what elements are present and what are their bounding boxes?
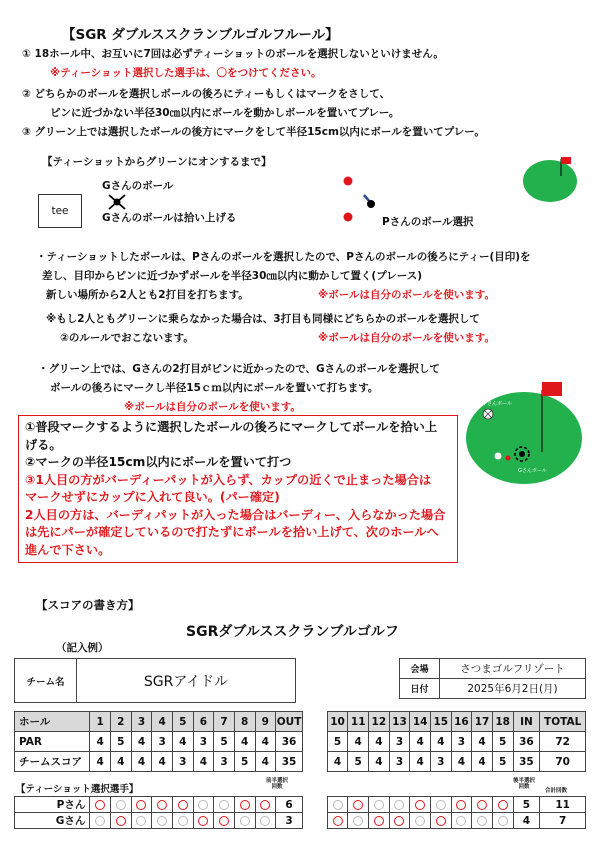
score-cell[interactable]: 4: [172, 732, 193, 752]
hole-number: 5: [172, 712, 193, 732]
hole-number: 2: [111, 712, 132, 732]
total-count: 7: [540, 813, 586, 829]
select-cell[interactable]: [369, 797, 390, 813]
select-cell[interactable]: [492, 813, 513, 829]
tee-label: tee: [51, 205, 69, 217]
box-line: マークせずにカップに入れて良い。(パー確定): [25, 490, 280, 504]
page-title: 【SGR ダブルススクランブルゴルフルール】: [62, 27, 339, 43]
empty-circle-icon: [198, 800, 208, 810]
p-ball-select: Pさんのボール選択: [382, 216, 474, 228]
hole-number: 4: [152, 712, 173, 732]
selected-circle-icon: [136, 800, 146, 810]
total-cell: TOTAL: [540, 712, 586, 732]
select-cell[interactable]: [90, 813, 111, 829]
select-cell[interactable]: [472, 813, 493, 829]
green-g-label: Gさんボール: [518, 468, 547, 474]
select-cell[interactable]: [389, 813, 410, 829]
score-cell[interactable]: 4: [472, 732, 493, 752]
box-line: は先にパーが確定しているので打たずにボールを拾い上げて、次のホールへ: [25, 525, 439, 539]
g-ball-cross-icon: [106, 192, 128, 212]
empty-circle-icon: [456, 816, 466, 826]
score-cell[interactable]: 4: [410, 752, 431, 772]
rule-1-note: ※ティーショット選択した選手は、〇をつけてください。: [50, 67, 322, 79]
score-cell[interactable]: 3: [152, 732, 173, 752]
hole-number: 6: [193, 712, 214, 732]
para2-line2: ②のルールでおこないます。: [60, 332, 194, 344]
select-cell[interactable]: [152, 797, 173, 813]
score-cell[interactable]: 4: [430, 732, 451, 752]
note-own-ball-3: ※ボールは自分のボールを使います。: [124, 401, 301, 413]
back-count: 5: [513, 797, 540, 813]
selected-circle-icon: [477, 800, 487, 810]
gap: [302, 797, 327, 813]
score-cell[interactable]: 4: [255, 732, 276, 752]
g-ball-pickup: Gさんのボールは拾い上げる: [102, 212, 237, 224]
gap: [302, 813, 327, 829]
selected-circle-icon: [198, 816, 208, 826]
select-cell[interactable]: [255, 797, 276, 813]
score-cell[interactable]: 4: [472, 752, 493, 772]
select-cell[interactable]: [172, 797, 193, 813]
score-cell[interactable]: 3: [214, 752, 235, 772]
selected-circle-icon: [333, 816, 343, 826]
front-count-label: 前半選択 回数: [266, 778, 289, 790]
select-cell[interactable]: [451, 797, 472, 813]
select-cell[interactable]: [131, 813, 152, 829]
selected-circle-icon: [415, 800, 425, 810]
g-ball-icon: [344, 177, 353, 186]
hole-number: 11: [348, 712, 369, 732]
hole-number: 14: [410, 712, 431, 732]
score-cell[interactable]: 5: [492, 752, 513, 772]
empty-circle-icon: [374, 800, 384, 810]
score-cell[interactable]: 4: [131, 752, 152, 772]
out-cell[interactable]: 35: [276, 752, 303, 772]
hole-number: 10: [327, 712, 348, 732]
score-cell[interactable]: 4: [90, 752, 111, 772]
selected-circle-icon: [374, 816, 384, 826]
team-table: [14, 658, 296, 703]
placed-ball-icon: [367, 200, 375, 208]
select-cell[interactable]: [214, 813, 235, 829]
empty-circle-icon: [415, 816, 425, 826]
score-cell[interactable]: 5: [234, 752, 255, 772]
out-cell: OUT: [276, 712, 303, 732]
selected-circle-icon: [394, 816, 404, 826]
score-cell[interactable]: 4: [410, 732, 431, 752]
total-count-label: 合計回数: [545, 788, 568, 794]
score-cell[interactable]: 5: [348, 752, 369, 772]
score-cell[interactable]: 4: [369, 752, 390, 772]
score-cell[interactable]: 3: [430, 752, 451, 772]
select-cell[interactable]: [214, 797, 235, 813]
select-cell[interactable]: [111, 813, 132, 829]
selected-circle-icon: [498, 800, 508, 810]
total-cell[interactable]: 70: [540, 752, 586, 772]
rule-2: ② どちらかのボールを選択しボールの後ろにティーもしくはマークをさして、: [22, 88, 391, 100]
total-cell[interactable]: 72: [540, 732, 586, 752]
venue-label: 会場: [400, 659, 440, 679]
select-cell[interactable]: [348, 797, 369, 813]
back-count: 4: [513, 813, 540, 829]
selected-circle-icon: [157, 800, 167, 810]
box-line: ③1人目の方がバーディーパットが入らず、カップの近くで止まった場合は: [25, 472, 432, 487]
select-cell[interactable]: [255, 813, 276, 829]
team-label: チーム名: [15, 659, 77, 703]
para1-line3: 新しい場所から2人とも2打目を打ちます。: [46, 289, 249, 301]
empty-circle-icon: [95, 816, 105, 826]
select-cell[interactable]: [234, 813, 255, 829]
empty-circle-icon: [498, 816, 508, 826]
empty-circle-icon: [394, 800, 404, 810]
empty-circle-icon: [260, 816, 270, 826]
rule-2-cont: ピンに近づかない半径30㎝以内にボールを動かしボールを置いてプレー。: [50, 107, 400, 119]
mark-icon: [506, 456, 511, 461]
score-cell[interactable]: 3: [451, 732, 472, 752]
score-table: [14, 711, 586, 772]
score-cell[interactable]: 3: [389, 752, 410, 772]
empty-circle-icon: [157, 816, 167, 826]
para1-line1: ・ティーショットしたボールは、Pさんのボールを選択したので、Pさんのボールの後ろにティー(目印)を: [36, 251, 531, 263]
select-cell[interactable]: [193, 797, 214, 813]
select-cell[interactable]: [172, 813, 193, 829]
score-cell[interactable]: 4: [193, 752, 214, 772]
select-cell[interactable]: [430, 813, 451, 829]
balls-diagram: [338, 172, 378, 228]
box-line: 2人目の方は、バーディパットが入った場合はバーディー、入らなかった場合: [25, 507, 446, 522]
score-cell[interactable]: 4: [131, 732, 152, 752]
score-cell[interactable]: 4: [234, 732, 255, 752]
tee-select-table: [14, 796, 586, 829]
select-cell[interactable]: [348, 813, 369, 829]
score-cell[interactable]: 5: [327, 732, 348, 752]
select-cell[interactable]: [369, 813, 390, 829]
score-cell[interactable]: 3: [193, 732, 214, 752]
front-count: 3: [276, 813, 303, 829]
hole-number: 3: [131, 712, 152, 732]
select-cell[interactable]: [234, 797, 255, 813]
select-cell[interactable]: [90, 797, 111, 813]
hole-number: 9: [255, 712, 276, 732]
g-ball-green-icon: [519, 451, 525, 457]
in-cell[interactable]: 36: [513, 732, 540, 752]
p-ball-icon: [344, 213, 353, 222]
select-cell[interactable]: [410, 813, 431, 829]
player-name: Gさん: [15, 813, 90, 829]
score-title: SGRダブルススクランブルゴルフ: [186, 624, 399, 640]
select-cell[interactable]: [152, 813, 173, 829]
select-cell[interactable]: [492, 797, 513, 813]
score-cell[interactable]: 3: [172, 752, 193, 772]
par-label: PAR: [15, 732, 90, 752]
green-small-icon: [520, 154, 582, 204]
date-value[interactable]: 2025年6月2日(月): [440, 679, 586, 699]
box-line: 進んで下さい。: [25, 542, 111, 557]
hole-number: 18: [492, 712, 513, 732]
selected-circle-icon: [353, 800, 363, 810]
tee-box: [38, 194, 82, 228]
example-label: （記入例）: [56, 642, 109, 654]
front-count: 6: [276, 797, 303, 813]
note-own-ball-1: ※ボールは自分のボールを使います。: [318, 289, 495, 301]
in-cell: IN: [513, 712, 540, 732]
select-cell[interactable]: [472, 797, 493, 813]
para3-line1: ・グリーン上では、Gさんの2打目がピンに近かったので、Gさんのボールを選択して: [38, 363, 440, 375]
box-line: ①普段マークするように選択したボールの後ろにマークしてボールを拾い上: [25, 420, 438, 434]
hole-number: 8: [234, 712, 255, 732]
para2-line1: ※もし2人ともグリーンに乗らなかった場合は、3打目も同様にどちらかのボールを選択して: [46, 313, 480, 325]
selected-circle-icon: [436, 816, 446, 826]
player-name: Pさん: [15, 797, 90, 813]
select-cell[interactable]: [451, 813, 472, 829]
gap: [302, 712, 327, 732]
hole-number: 15: [430, 712, 451, 732]
moved-ball-icon: [495, 453, 502, 460]
selected-circle-icon: [116, 816, 126, 826]
selected-circle-icon: [95, 800, 105, 810]
in-cell[interactable]: 35: [513, 752, 540, 772]
select-cell[interactable]: [193, 813, 214, 829]
score-cell[interactable]: 3: [389, 732, 410, 752]
green-rules-box: [18, 415, 458, 563]
score-cell[interactable]: 5: [214, 732, 235, 752]
green-p-label: Pさんボール: [484, 401, 512, 407]
gap: [302, 732, 327, 752]
out-cell[interactable]: 36: [276, 732, 303, 752]
score-cell[interactable]: 4: [111, 752, 132, 772]
hole-number: 16: [451, 712, 472, 732]
select-cell[interactable]: [111, 797, 132, 813]
hole-number: 17: [472, 712, 493, 732]
select-cell[interactable]: [430, 797, 451, 813]
total-count: 11: [540, 797, 586, 813]
score-cell[interactable]: 4: [451, 752, 472, 772]
selected-circle-icon: [178, 800, 188, 810]
empty-circle-icon: [178, 816, 188, 826]
select-cell[interactable]: [327, 797, 348, 813]
para3-line2: ボールの後ろにマークし半径15ｃｍ以内にボールを置いて打ちます。: [50, 382, 379, 394]
back-count-label: 後半選択 回数: [513, 778, 536, 790]
empty-circle-icon: [353, 816, 363, 826]
select-cell[interactable]: [389, 797, 410, 813]
hole-number: 12: [369, 712, 390, 732]
tee-select-label: 【ティーショット選択選手】: [16, 784, 139, 795]
score-heading: 【スコアの書き方】: [36, 598, 140, 612]
selected-circle-icon: [456, 800, 466, 810]
empty-circle-icon: [333, 800, 343, 810]
venue-value[interactable]: さつまゴルフリゾート: [440, 659, 586, 679]
date-label: 日付: [400, 679, 440, 699]
note-own-ball-2: ※ボールは自分のボールを使います。: [318, 332, 495, 344]
gap: [302, 752, 327, 772]
hole-number: 7: [214, 712, 235, 732]
select-cell[interactable]: [327, 813, 348, 829]
score-cell[interactable]: 4: [369, 732, 390, 752]
score-cell[interactable]: 4: [90, 732, 111, 752]
select-cell[interactable]: [410, 797, 431, 813]
pin-flag-icon: [542, 382, 562, 396]
green-large-diagram: [462, 378, 586, 488]
empty-circle-icon: [240, 816, 250, 826]
section-heading-tee-to-green: 【ティーショットからグリーンにオンするまで】: [42, 156, 272, 168]
score-cell[interactable]: 4: [348, 732, 369, 752]
rule-1: ① 18ホール中、お互いに7回は必ずティーショットのボールを選択しないといけません。: [22, 48, 444, 60]
holes-label: ホール: [15, 712, 90, 732]
hole-number: 13: [389, 712, 410, 732]
select-cell[interactable]: [131, 797, 152, 813]
empty-circle-icon: [116, 800, 126, 810]
g-ball-label: Gさんのボール: [102, 180, 174, 192]
empty-circle-icon: [219, 800, 229, 810]
box-line: ②マークの半径15cm以内にボールを置いて打つ: [25, 455, 292, 469]
venue-table: [399, 658, 586, 699]
rule-3: ③ グリーン上では選択したボールの後方にマークをして半径15cm以内にボールを置いてプレー。: [22, 126, 485, 138]
empty-circle-icon: [136, 816, 146, 826]
team-name[interactable]: SGRアイドル: [77, 659, 296, 703]
score-cell[interactable]: 4: [327, 752, 348, 772]
selected-circle-icon: [240, 800, 250, 810]
para1-line2: 差し、目印からピンに近づかずボールを半径30㎝以内に動かして置く(プレース): [42, 270, 423, 282]
selected-circle-icon: [219, 816, 229, 826]
score-cell[interactable]: 5: [111, 732, 132, 752]
score-cell[interactable]: 4: [152, 752, 173, 772]
selected-circle-icon: [260, 800, 270, 810]
hole-number: 1: [90, 712, 111, 732]
empty-circle-icon: [477, 816, 487, 826]
score-cell[interactable]: 4: [255, 752, 276, 772]
empty-circle-icon: [436, 800, 446, 810]
box-line: げる。: [25, 437, 62, 452]
team-score-label: チームスコア: [15, 752, 90, 772]
score-cell[interactable]: 5: [492, 732, 513, 752]
